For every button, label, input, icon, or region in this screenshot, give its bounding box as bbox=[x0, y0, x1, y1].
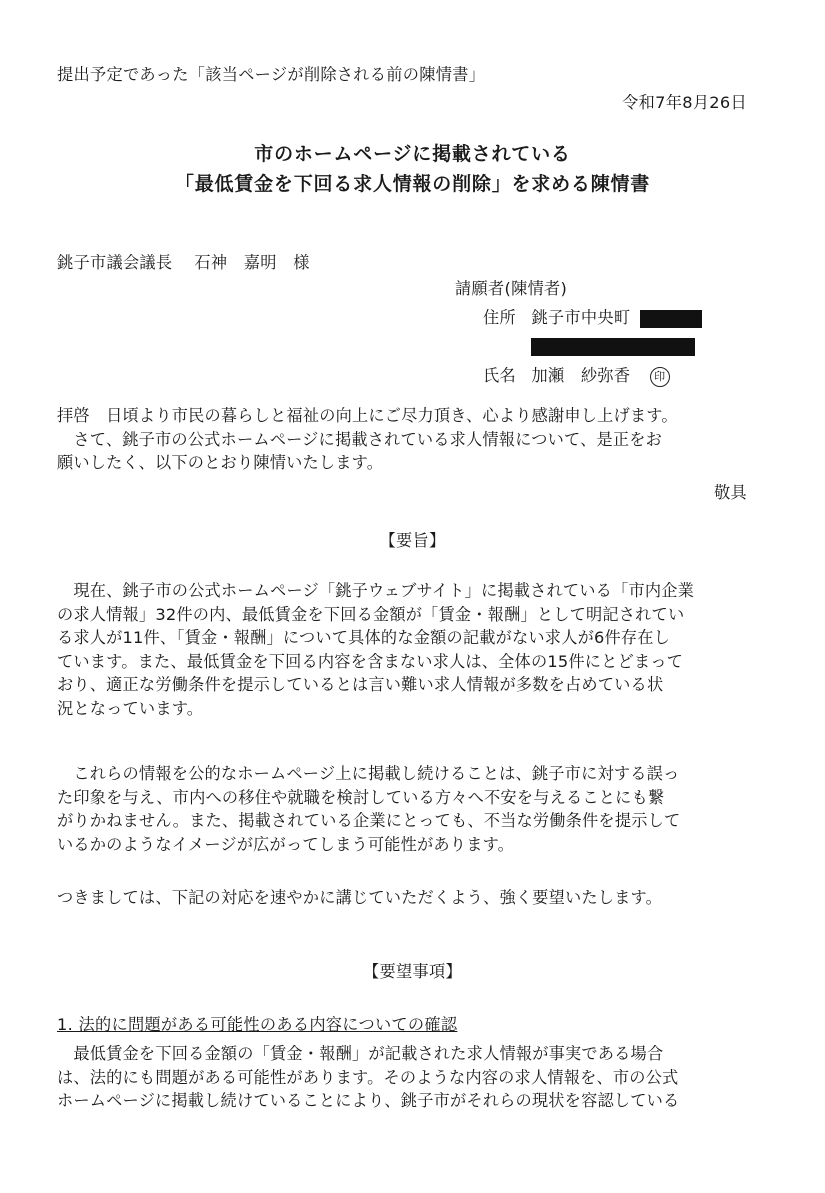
petitioner-block bbox=[455, 278, 702, 394]
paragraph-line: た印象を与え、市内への移住や就職を検討している方々へ不安を与えることにも繋 bbox=[57, 787, 665, 807]
petitioner-name bbox=[455, 365, 702, 394]
paragraph-line: ています。また、最低賃金を下回る内容を含まない求人は、全体の15件にとどまって bbox=[57, 651, 684, 671]
requests-heading: 【要望事項】 bbox=[363, 962, 462, 981]
address-label: 住所 bbox=[483, 308, 516, 327]
petitioner-label: 請願者(陳情者) bbox=[455, 279, 568, 298]
address-value: 銚子市中央町 bbox=[531, 308, 631, 327]
title-line-1: 市のホームページに掲載されている bbox=[254, 143, 571, 165]
paragraph-line: は、法的にも問題がある可能性があります。そのような内容の求人情報を、市の公式 bbox=[57, 1067, 679, 1087]
addressee: 銚子市議会議長 石神 嘉明 様 bbox=[57, 253, 310, 272]
summary-paragraph-1 bbox=[57, 579, 757, 720]
paragraph-line: ホームページに掲載し続けていることにより、銚子市がそれらの現状を容認している bbox=[57, 1091, 680, 1110]
greeting-line: 拝啓 日頃より市民の暮らしと福祉の向上にご尽力頂き、心より感謝申し上げます。 bbox=[57, 406, 678, 425]
redaction-bar bbox=[640, 310, 702, 328]
title-line-2: 「最低賃金を下回る求人情報の削除」を求める陳情書 bbox=[174, 173, 651, 195]
seal-stamp: 印 bbox=[650, 367, 670, 387]
paragraph-line: 況となっています。 bbox=[57, 698, 204, 718]
header-note: 提出予定であった「該当ページが削除される前の陳情書」 bbox=[57, 65, 486, 84]
request-item-1-body bbox=[57, 1042, 757, 1113]
greeting-line: さて、銚子市の公式ホームページに掲載されている求人情報について、是正をお bbox=[57, 429, 663, 449]
petitioner-address-line-2 bbox=[455, 336, 702, 365]
document-date: 令和7年8月26日 bbox=[622, 93, 747, 112]
paragraph-line: 現在、銚子市の公式ホームページ「銚子ウェブサイト」に掲載されている「市内企業 bbox=[57, 581, 695, 600]
paragraph-line: がりかねません。また、掲載されている企業にとっても、不当な労働条件を提示して bbox=[57, 811, 681, 830]
paragraph-line: いるかのようなイメージが広がってしまう可能性があります。 bbox=[57, 834, 515, 854]
request-item-1-title: 1. 法的に問題がある可能性のある内容についての確認 bbox=[57, 1015, 458, 1034]
paragraph-line: の求人情報」32件の内、最低賃金を下回る金額が「賃金・報酬」として明記されてい bbox=[57, 604, 685, 624]
summary-heading: 【要旨】 bbox=[379, 531, 446, 550]
name-label: 氏名 bbox=[483, 366, 516, 385]
name-value: 加瀬 紗弥香 bbox=[531, 366, 631, 385]
redaction-bar bbox=[531, 338, 695, 356]
petitioner-address bbox=[455, 307, 702, 336]
summary-paragraph-2 bbox=[57, 762, 757, 856]
greeting-line: 願いしたく、以下のとおり陳情いたします。 bbox=[57, 453, 384, 472]
paragraph-line: これらの情報を公的なホームページ上に掲載し続けることは、銚子市に対する誤っ bbox=[57, 764, 680, 783]
summary-paragraph-3: つきましては、下記の対応を速やかに講じていただくよう、強く要望いたします。 bbox=[57, 888, 663, 907]
paragraph-line: 最低賃金を下回る金額の「賃金・報酬」が記載された求人情報が事実である場合 bbox=[57, 1044, 664, 1063]
paragraph-line: る求人が11件、「賃金・報酬」について具体的な金額の記載がない求人が6件存在し bbox=[57, 628, 671, 647]
paragraph-line: おり、適正な労働条件を提示しているとは言い難い求人情報が多数を占めている状 bbox=[57, 675, 664, 694]
greeting bbox=[57, 404, 757, 475]
closing-salutation: 敬具 bbox=[714, 483, 747, 502]
